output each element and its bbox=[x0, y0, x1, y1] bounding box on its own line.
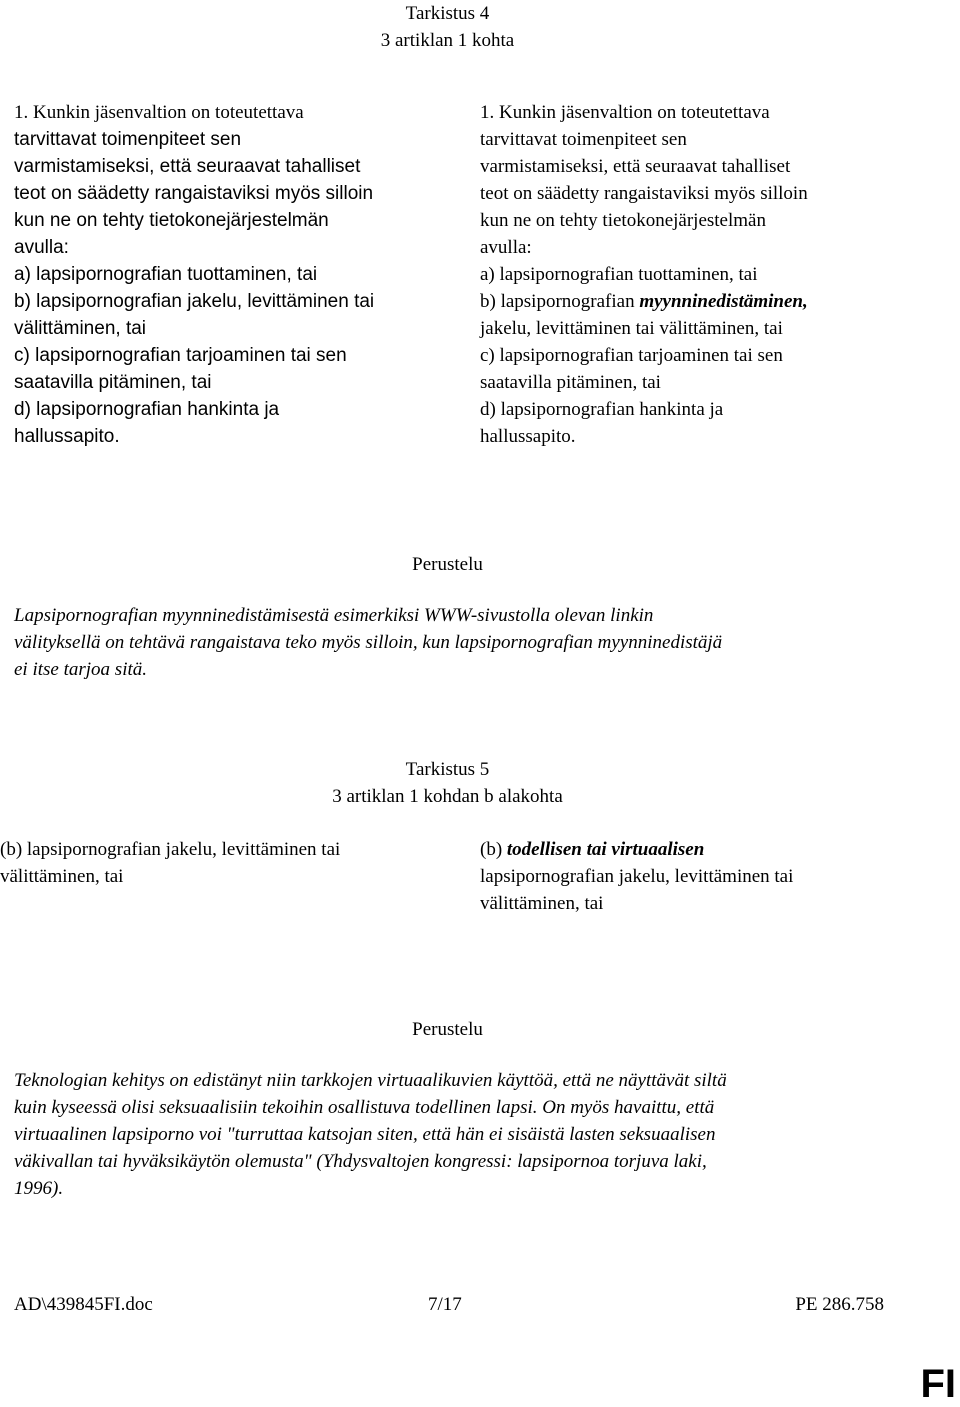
text-line: virtuaalinen lapsiporno voi "turruttaa katsojan siten, että hän ei sisäistä lasten seksuaalisen bbox=[14, 1124, 716, 1145]
page-number: 7/17 bbox=[428, 1294, 462, 1315]
text-line: d) lapsipornografian hankinta ja bbox=[14, 399, 280, 420]
text-line: c) lapsipornografian tarjoaminen tai sen bbox=[14, 345, 347, 366]
text-line: b) lapsipornografian jakelu, levittäminen tai bbox=[14, 291, 375, 312]
text-line: Teknologian kehitys on edistänyt niin tarkkojen virtuaalikuvien käyttöä, että ne näyttävät siltä bbox=[14, 1070, 727, 1091]
justification-text bbox=[14, 1067, 946, 1202]
text-line: teot on säädetty rangaistaviksi myös silloin bbox=[480, 183, 808, 204]
text-line: 1996). bbox=[14, 1178, 64, 1199]
justification-title: Perustelu bbox=[412, 1019, 483, 1040]
text-line: c) lapsipornografian tarjoaminen tai sen bbox=[480, 345, 783, 366]
language-code: FI bbox=[920, 1362, 956, 1406]
text-line: 1. Kunkin jäsenvaltion on toteutettava bbox=[14, 102, 304, 123]
text-line: (b) lapsipornografian jakelu, levittäminen tai bbox=[0, 839, 341, 860]
text-line: Lapsipornografian myynninedistämisestä esimerkiksi WWW-sivustolla olevan linkin bbox=[14, 605, 654, 626]
text-line: tarvittavat toimenpiteet sen bbox=[480, 129, 687, 150]
text-line: a) lapsipornografian tuottaminen, tai bbox=[14, 264, 318, 285]
text-line: teot on säädetty rangaistaviksi myös silloin bbox=[14, 183, 374, 204]
text-line: väkivallan tai hyväksikäytön olemusta" (Yhdysvaltojen kongressi: lapsipornoa torjuva laki, bbox=[14, 1151, 707, 1172]
text-line: välittäminen, tai bbox=[480, 893, 604, 914]
text-line: saatavilla pitäminen, tai bbox=[14, 372, 212, 393]
text-line: a) lapsipornografian tuottaminen, tai bbox=[480, 264, 758, 285]
amendment-4-heading bbox=[0, 0, 895, 54]
text-line: varmistamiseksi, että seuraavat tahalliset bbox=[14, 156, 361, 177]
justification-text bbox=[14, 602, 946, 683]
text-segment: (b) bbox=[480, 839, 507, 860]
text-line-with-emphasis bbox=[480, 288, 940, 315]
amendment-5-original-text bbox=[0, 836, 460, 890]
text-line: välittäminen, tai bbox=[0, 866, 124, 887]
text-line: tarvittavat toimenpiteet sen bbox=[14, 129, 242, 150]
justification-title: Perustelu bbox=[412, 554, 483, 575]
text-line: 1. Kunkin jäsenvaltion on toteutettava bbox=[480, 102, 770, 123]
text-line: avulla: bbox=[14, 237, 69, 258]
text-line: hallussapito. bbox=[14, 426, 120, 447]
text-line: kun ne on tehty tietokonejärjestelmän bbox=[14, 210, 329, 231]
amendment-5-heading bbox=[0, 756, 895, 810]
emphasized-text: myynninedistäminen, bbox=[639, 291, 808, 312]
amendment-4-amended-text bbox=[480, 99, 940, 450]
text-line: saatavilla pitäminen, tai bbox=[480, 372, 661, 393]
text-line: lapsipornografian jakelu, levittäminen tai bbox=[480, 866, 794, 887]
amendment-5-title: Tarkistus 5 bbox=[405, 759, 490, 780]
text-line-with-emphasis bbox=[480, 836, 940, 863]
justification-heading bbox=[0, 551, 895, 578]
text-line: kun ne on tehty tietokonejärjestelmän bbox=[480, 210, 766, 231]
justification-heading bbox=[0, 1016, 895, 1043]
amendment-5-subtitle: 3 artiklan 1 kohdan b alakohta bbox=[332, 786, 563, 807]
text-line: kuin kyseessä olisi seksuaalisiin tekoihin osallistuva todellinen lapsi. On myös havaittu, että bbox=[14, 1097, 715, 1118]
pe-reference: PE 286.758 bbox=[795, 1294, 884, 1315]
text-segment: b) lapsipornografian bbox=[480, 291, 640, 312]
document-reference: AD\439845FI.doc bbox=[14, 1294, 153, 1315]
page-footer bbox=[14, 1291, 884, 1318]
amendment-5-amended-text bbox=[480, 836, 940, 917]
text-line: d) lapsipornografian hankinta ja bbox=[480, 399, 724, 420]
text-line: avulla: bbox=[480, 237, 532, 258]
text-line: välittäminen, tai bbox=[14, 318, 147, 339]
text-line: ei itse tarjoa sitä. bbox=[14, 659, 147, 680]
emphasized-text: todellisen tai virtuaalisen bbox=[506, 839, 705, 860]
text-line: hallussapito. bbox=[480, 426, 576, 447]
text-line: jakelu, levittäminen tai välittäminen, tai bbox=[480, 318, 783, 339]
amendment-4-original-text bbox=[14, 99, 454, 450]
amendment-4-title: Tarkistus 4 bbox=[405, 3, 490, 24]
amendment-4-subtitle: 3 artiklan 1 kohta bbox=[380, 30, 515, 51]
text-line: varmistamiseksi, että seuraavat tahalliset bbox=[480, 156, 791, 177]
text-line: välityksellä on tehtävä rangaistava teko myös silloin, kun lapsipornografian myynninedistäjä bbox=[14, 632, 723, 653]
